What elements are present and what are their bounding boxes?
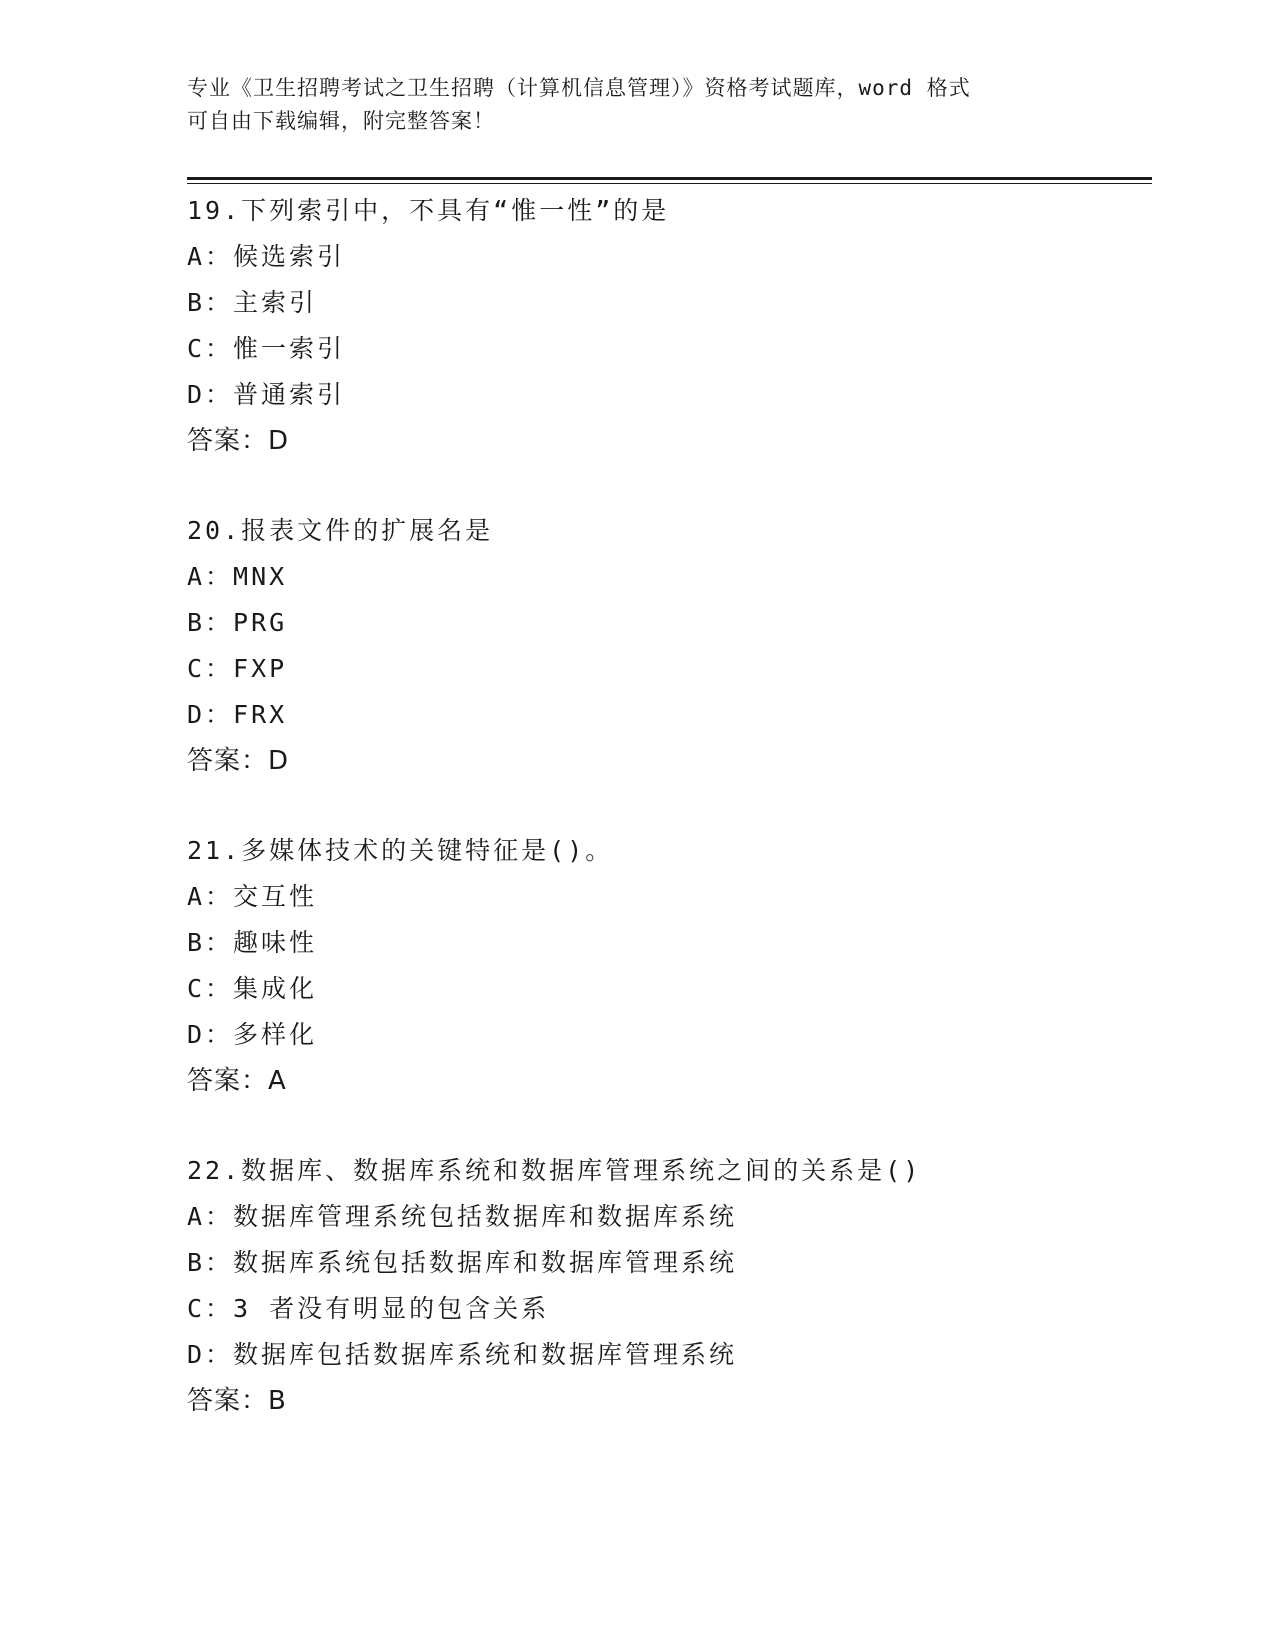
option-d: D：普通索引 (187, 380, 346, 409)
option-a: A：交互性 (187, 882, 318, 911)
question-19 (187, 188, 1147, 464)
answer-line: 答案：D (187, 746, 290, 776)
question-20 (187, 508, 1147, 784)
option-b: B：趣味性 (187, 928, 318, 957)
question-21 (187, 828, 1147, 1104)
option-d: D：FRX (187, 700, 288, 729)
header-divider-thick (187, 177, 1152, 180)
option-d: D：多样化 (187, 1020, 318, 1049)
option-c: C：3 者没有明显的包含关系 (187, 1294, 550, 1323)
question-stem: 22.数据库、数据库系统和数据库管理系统之间的关系是() (187, 1156, 922, 1185)
header-divider-thin (187, 183, 1152, 184)
option-c: C：FXP (187, 654, 288, 683)
header-line-1: 专业《卫生招聘考试之卫生招聘（计算机信息管理）》资格考试题库，word 格式 (187, 76, 971, 100)
option-b: B：数据库系统包括数据库和数据库管理系统 (187, 1248, 738, 1277)
question-stem: 21.多媒体技术的关键特征是()。 (187, 836, 614, 865)
question-22 (187, 1148, 1147, 1424)
option-b: B：主索引 (187, 288, 318, 317)
option-c: C：惟一索引 (187, 334, 346, 363)
option-d: D：数据库包括数据库系统和数据库管理系统 (187, 1340, 738, 1369)
option-a: A：MNX (187, 562, 288, 591)
question-stem: 20.报表文件的扩展名是 (187, 516, 494, 545)
option-b: B：PRG (187, 608, 288, 637)
answer-line: 答案：D (187, 426, 290, 456)
answer-line: 答案：A (187, 1066, 287, 1096)
option-c: C：集成化 (187, 974, 318, 1003)
question-stem: 19.下列索引中，不具有“惟一性”的是 (187, 196, 670, 225)
option-a: A：候选索引 (187, 242, 346, 271)
header-line-2: 可自由下载编辑，附完整答案！ (187, 109, 495, 133)
answer-line: 答案：B (187, 1386, 287, 1416)
option-a: A：数据库管理系统包括数据库和数据库系统 (187, 1202, 738, 1231)
document-header (187, 72, 1087, 138)
